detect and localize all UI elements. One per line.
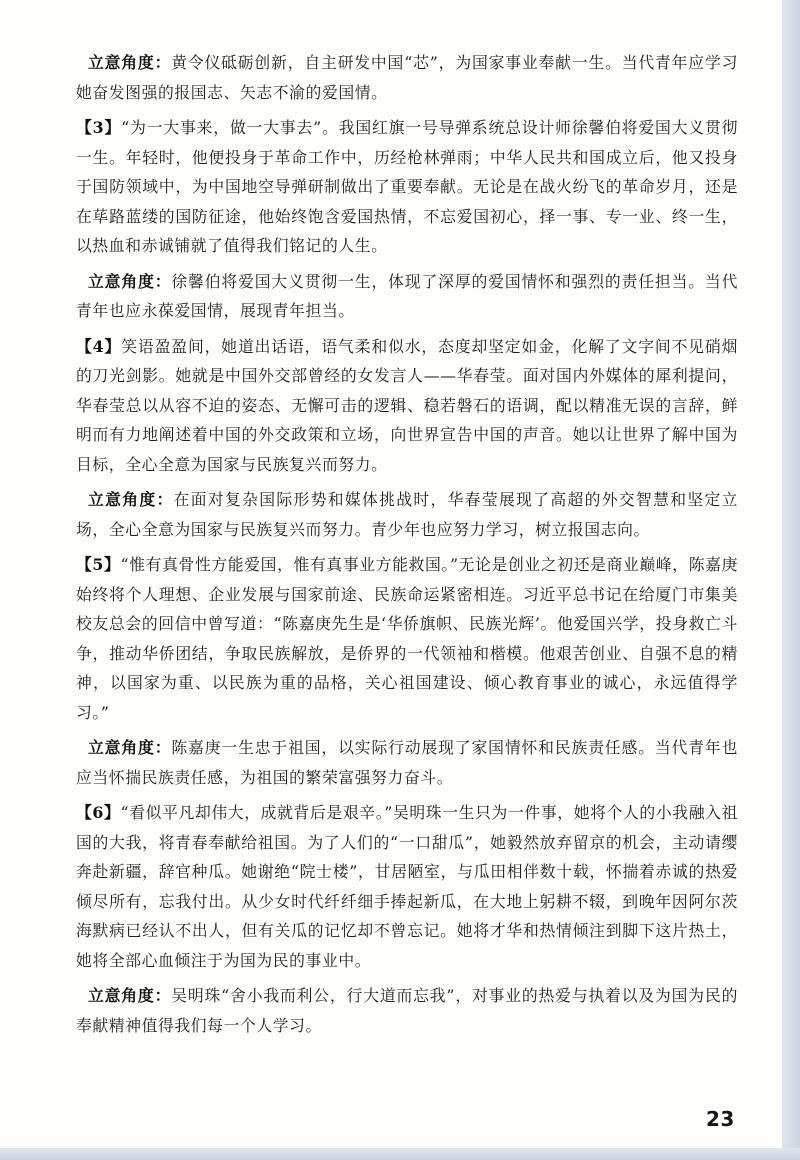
angle-paragraph-6 <box>76 981 738 1040</box>
angle-paragraph-2 <box>76 48 738 107</box>
story-text: “惟有真骨性方能爱国，惟有真事业方能救国。”无论是创业之初还是商业巅峰，陈嘉庚始终将个人理想、企业发展与国家前途、民族命运紧密相连。习近平总书记在给厦门市集美校友总会的回信中曾写道：“陈嘉庚先生是‘华侨旗帜、民族光辉’。他爱国兴学，投身救亡斗争，推动华侨团结，争取民族解放，是侨界的一代领袖和楷模。他艰苦创业、自强不息的精神，以国家为重、以民族为重的品格，关心祖国建设、倾心教育事业的诚心，永远值得学习。” <box>76 555 738 722</box>
angle-text: 徐馨伯将爱国大义贯彻一生，体现了深厚的爱国情怀和强烈的责任担当。当代青年也应永葆爱国情，展现青年担当。 <box>76 271 738 320</box>
story-number: 【5】 <box>76 555 121 574</box>
page-edge-bottom <box>0 1148 800 1160</box>
story-number: 【3】 <box>76 118 122 137</box>
angle-paragraph-3 <box>76 267 738 326</box>
story-paragraph-5 <box>76 550 738 727</box>
story-number: 【4】 <box>76 336 122 356</box>
angle-label: 立意角度： <box>88 738 172 757</box>
angle-text: 吴明珠“舍小我而利公，行大道而忘我”，对事业的热爱与执着以及为国为民的奉献精神值得我们每一个人学习。 <box>76 986 738 1035</box>
angle-label: 立意角度： <box>88 53 172 72</box>
story-text: “为一大事来，做一大事去”。我国红旗一号导弹系统总设计师徐馨伯将爱国大义贯彻一生。年轻时，他便投身于革命工作中，历经枪林弹雨；中华人民共和国成立后，他又投身于国防领域中，为中国地空导弹研制做出了重要奉献。无论是在战火纷飞的革命岁月，还是在荜路蓝缕的国防征途，他始终饱含爱国热情，不忘爱国初心，择一事、专一业、终一生，以热血和赤诚铺就了值得我们铭记的人生。 <box>76 118 739 255</box>
story-text: 笑语盈盈间，她道出话语，语气柔和似水，态度却坚定如金，化解了文字间不见硝烟的刀光剑影。她就是中国外交部曾经的女发言人——华春莹。面对国内外媒体的犀利提问，华春莹总以从容不迫的姿态、无懈可击的逻辑、稳若磐石的语调，配以精准无误的言辞，鲜明而有力地阐述着中国的外交政策和立场，向世界宣告中国的声音。她以让世界了解中国为目标，全心全意为国家与民族复兴而努力。 <box>76 336 739 474</box>
angle-text: 在面对复杂国际形势和媒体挑战时，华春莹展现了高超的外交智慧和坚定立场，全心全意为国家与民族复兴而努力。青少年也应努力学习，树立报国志向。 <box>76 490 738 539</box>
angle-text: 黄令仪砥砺创新，自主研发中国“芯”，为国家事业奉献一生。当代青年应学习她奋发图强的报国志、矢志不渝的爱国情。 <box>76 53 738 102</box>
page-content <box>76 48 738 1046</box>
story-paragraph-4 <box>76 332 738 480</box>
story-paragraph-6 <box>76 798 738 975</box>
angle-text: 陈嘉庚一生忠于祖国，以实际行动展现了家国情怀和民族责任感。当代青年也应当怀揣民族责任感，为祖国的繁荣富强努力奋斗。 <box>76 738 738 787</box>
page-edge-right <box>782 0 800 1160</box>
angle-paragraph-4 <box>76 485 738 544</box>
story-text: “看似平凡却伟大，成就背后是艰辛。”吴明珠一生只为一件事，她将个人的小我融入祖国的大我，将青春奉献给祖国。为了人们的“一口甜瓜”，她毅然放弃留京的机会，主动请缨奔赴新疆，辞官种瓜。她谢绝“院士楼”，甘居陋室，与瓜田相伴数十载，怀揣着赤诚的热爱倾尽所有，忘我付出。从少女时代纤纤细手捧起新瓜，在大地上躬耕不辍，到晚年因阿尔茨海默病已经认不出人，但有关瓜的记忆却不曾忘记。她将才华和热情倾注到脚下这片热土，她将全部心血倾注于为国为民的事业中。 <box>76 803 738 970</box>
angle-paragraph-5 <box>76 733 738 792</box>
story-paragraph-3 <box>76 113 738 261</box>
angle-label: 立意角度： <box>88 490 174 509</box>
story-number: 【6】 <box>76 803 121 822</box>
angle-label: 立意角度： <box>88 271 172 291</box>
page-number: 23 <box>706 1107 735 1131</box>
angle-label: 立意角度： <box>88 986 172 1005</box>
